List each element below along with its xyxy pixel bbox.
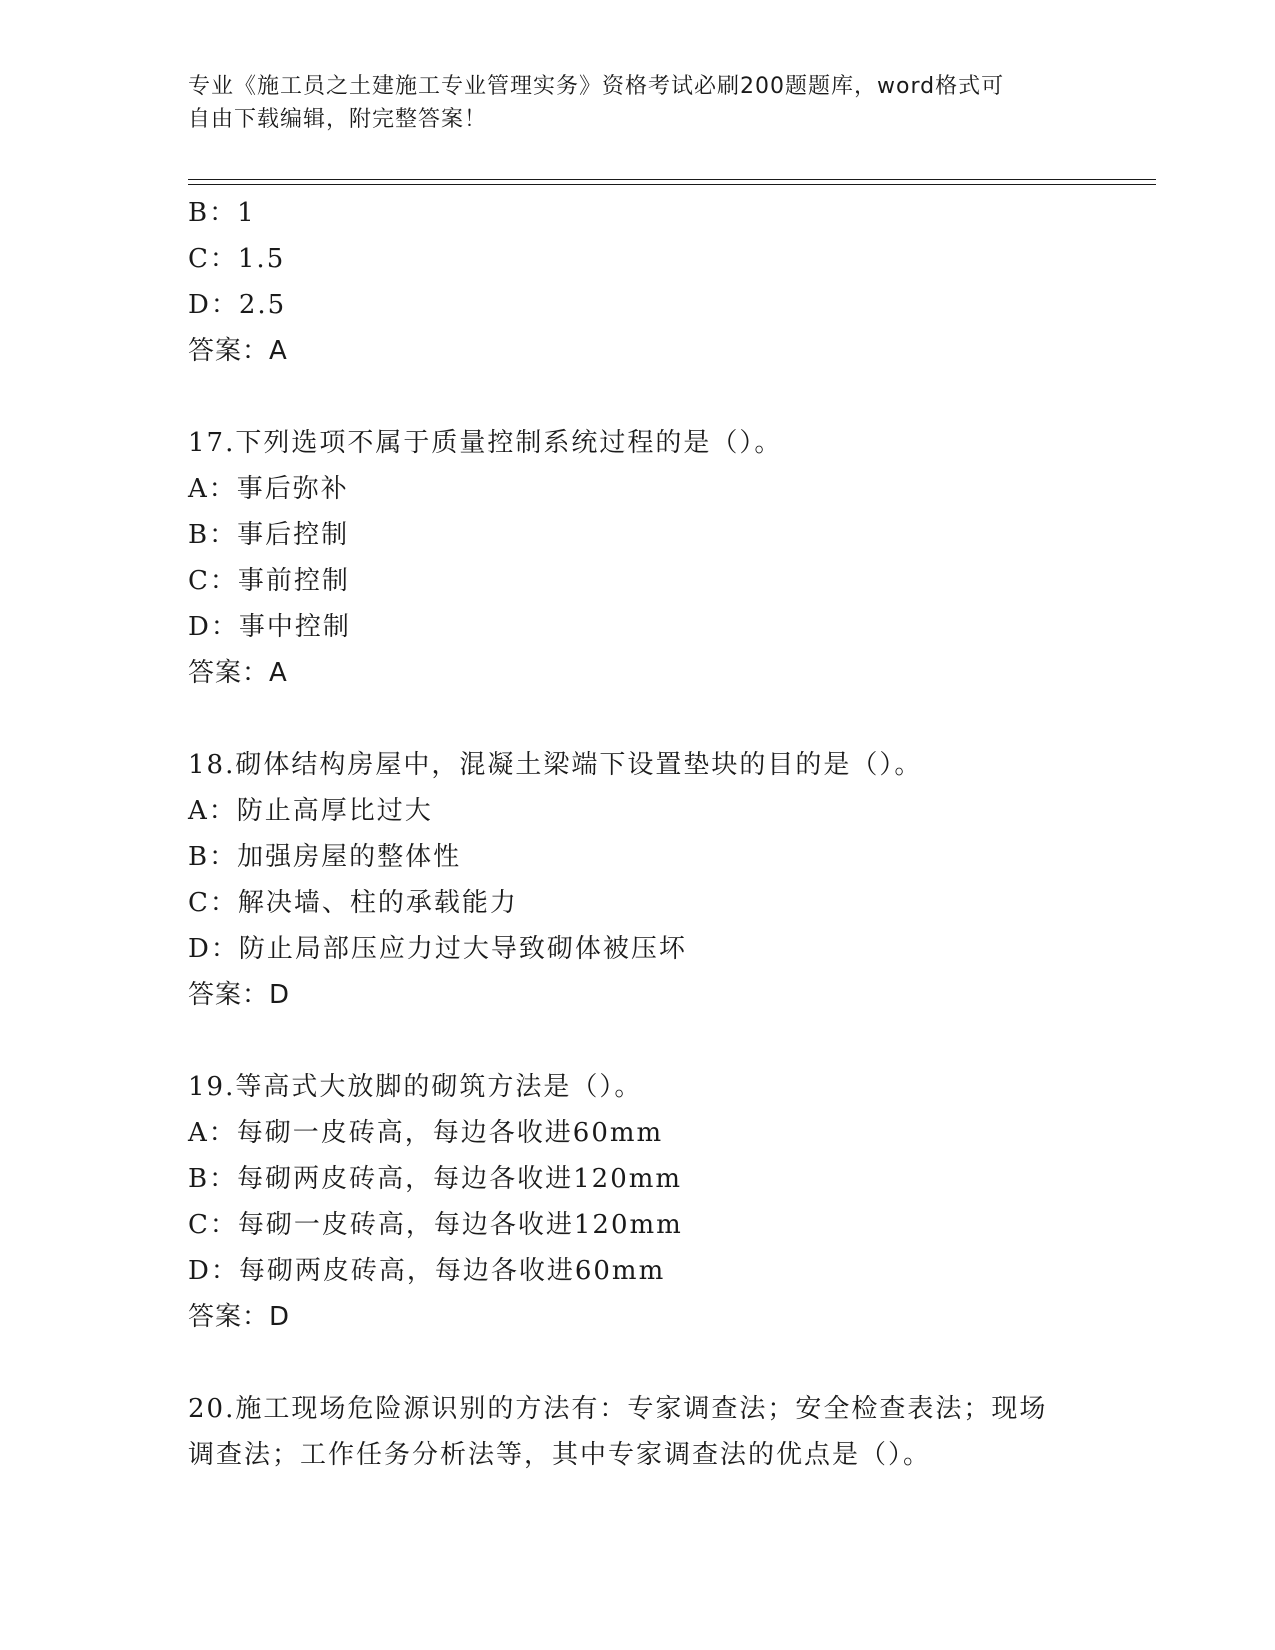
option-b: B：每砌两皮砖高，每边各收进120mm [188, 1164, 683, 1194]
option-b: B：1 [188, 198, 256, 228]
option-b: B：加强房屋的整体性 [188, 842, 462, 872]
header-line-1: 专业《施工员之土建施工专业管理实务》资格考试必刷200题题库，word格式可 [188, 74, 1005, 99]
answer: 答案：A [188, 336, 288, 366]
answer: 答案：D [188, 980, 291, 1010]
question-19 [188, 1064, 1088, 1340]
answer: 答案：A [188, 658, 288, 688]
option-b: B：事后控制 [188, 520, 350, 550]
question-text: 17.下列选项不属于质量控制系统过程的是（）。 [188, 428, 783, 458]
option-a: A：事后弥补 [188, 474, 349, 504]
question-18 [188, 742, 1088, 1018]
option-c: C：每砌一皮砖高，每边各收进120mm [188, 1210, 683, 1240]
option-d: D：每砌两皮砖高，每边各收进60mm [188, 1256, 666, 1286]
question-16-tail [188, 190, 1088, 374]
question-20 [188, 1386, 1088, 1478]
header-rule-top [188, 179, 1156, 180]
question-text-line-1: 20.施工现场危险源识别的方法有：专家调查法；安全检查表法；现场 [188, 1394, 1048, 1424]
header-line-2: 自由下载编辑，附完整答案！ [188, 107, 488, 132]
question-17 [188, 420, 1088, 696]
header-rule-bottom [188, 184, 1156, 185]
option-c: C：解决墙、柱的承载能力 [188, 888, 518, 918]
option-d: D：防止局部压应力过大导致砌体被压坏 [188, 934, 687, 964]
question-text: 19.等高式大放脚的砌筑方法是（）。 [188, 1072, 643, 1102]
document-header [188, 70, 1068, 136]
option-c: C：1.5 [188, 244, 286, 274]
option-d: D：2.5 [188, 290, 287, 320]
document-body [188, 190, 1088, 1478]
option-a: A：防止高厚比过大 [188, 796, 433, 826]
question-text: 18.砌体结构房屋中，混凝土梁端下设置垫块的目的是（）。 [188, 750, 923, 780]
option-d: D：事中控制 [188, 612, 351, 642]
answer: 答案：D [188, 1302, 291, 1332]
option-a: A：每砌一皮砖高，每边各收进60mm [188, 1118, 664, 1148]
question-text-line-2: 调查法；工作任务分析法等，其中专家调查法的优点是（）。 [188, 1440, 932, 1470]
option-c: C：事前控制 [188, 566, 350, 596]
